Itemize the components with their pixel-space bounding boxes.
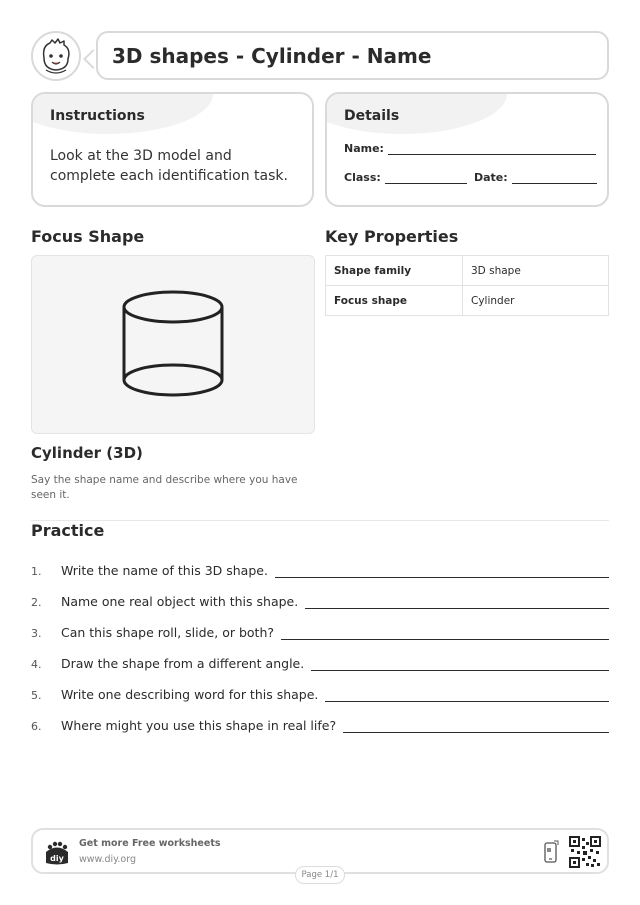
instructions-text: Look at the 3D model and complete each identification task. bbox=[50, 148, 288, 184]
mascot-avatar bbox=[31, 31, 81, 81]
focus-shape-heading: Focus Shape bbox=[31, 227, 145, 246]
list-item bbox=[31, 711, 609, 742]
item-number: 6. bbox=[31, 720, 42, 733]
key-properties-heading: Key Properties bbox=[325, 227, 459, 246]
footer-link[interactable]: www.diy.org bbox=[79, 854, 136, 865]
diy-logo-icon bbox=[43, 840, 71, 866]
list-item bbox=[31, 680, 609, 711]
item-question: Write the name of this 3D shape. bbox=[61, 563, 268, 578]
table-row bbox=[326, 286, 609, 316]
item-question: Name one real object with this shape. bbox=[61, 594, 299, 609]
name-field[interactable] bbox=[344, 142, 596, 155]
answer-line[interactable] bbox=[311, 659, 609, 671]
property-value: 3D shape bbox=[463, 256, 609, 286]
list-item bbox=[31, 618, 609, 649]
svg-text:diy: diy bbox=[50, 854, 64, 863]
name-label: Name: bbox=[344, 142, 384, 155]
answer-line[interactable] bbox=[281, 628, 609, 640]
practice-heading: Practice bbox=[31, 521, 105, 540]
item-question: Draw the shape from a different angle. bbox=[61, 656, 305, 671]
class-line[interactable] bbox=[385, 172, 467, 184]
item-number: 4. bbox=[31, 658, 42, 671]
details-heading: Details bbox=[344, 108, 400, 124]
practice-list bbox=[31, 556, 609, 742]
item-number: 3. bbox=[31, 627, 42, 640]
list-item bbox=[31, 556, 609, 587]
cylinder-icon bbox=[32, 256, 316, 435]
phone-icon bbox=[543, 840, 559, 864]
item-question: Can this shape roll, slide, or both? bbox=[61, 625, 274, 640]
table-row bbox=[326, 256, 609, 286]
page-number: Page 1/1 bbox=[295, 866, 345, 884]
answer-line[interactable] bbox=[305, 597, 609, 609]
section-divider bbox=[31, 520, 609, 521]
date-field[interactable] bbox=[474, 171, 597, 184]
item-question: Where might you use this shape in real life? bbox=[61, 718, 337, 733]
answer-line[interactable] bbox=[343, 721, 609, 733]
footer-promo: Get more Free worksheets bbox=[79, 838, 221, 849]
list-item bbox=[31, 587, 609, 618]
instructions-heading: Instructions bbox=[50, 108, 145, 124]
item-question: Write one describing word for this shape. bbox=[61, 687, 319, 702]
item-number: 1. bbox=[31, 565, 42, 578]
shape-name: Cylinder (3D) bbox=[31, 444, 143, 462]
property-key: Shape family bbox=[326, 256, 463, 286]
mascot-face-icon bbox=[36, 36, 76, 76]
title-bubble bbox=[96, 31, 609, 80]
answer-line[interactable] bbox=[325, 690, 609, 702]
shape-description: Say the shape name and describe where you have seen it. bbox=[31, 474, 298, 501]
name-line[interactable] bbox=[388, 143, 596, 155]
shape-image-box bbox=[31, 255, 315, 434]
key-properties-table bbox=[325, 255, 609, 316]
item-number: 2. bbox=[31, 596, 42, 609]
instructions-card bbox=[31, 92, 314, 207]
answer-line[interactable] bbox=[275, 566, 609, 578]
qr-code-icon bbox=[569, 836, 601, 868]
page-title: 3D shapes - Cylinder - Name bbox=[112, 43, 432, 68]
property-value: Cylinder bbox=[463, 286, 609, 316]
property-key: Focus shape bbox=[326, 286, 463, 316]
class-field[interactable] bbox=[344, 171, 467, 184]
item-number: 5. bbox=[31, 689, 42, 702]
date-line[interactable] bbox=[512, 172, 597, 184]
details-card bbox=[325, 92, 609, 207]
list-item bbox=[31, 649, 609, 680]
class-label: Class: bbox=[344, 171, 381, 184]
date-label: Date: bbox=[474, 171, 508, 184]
